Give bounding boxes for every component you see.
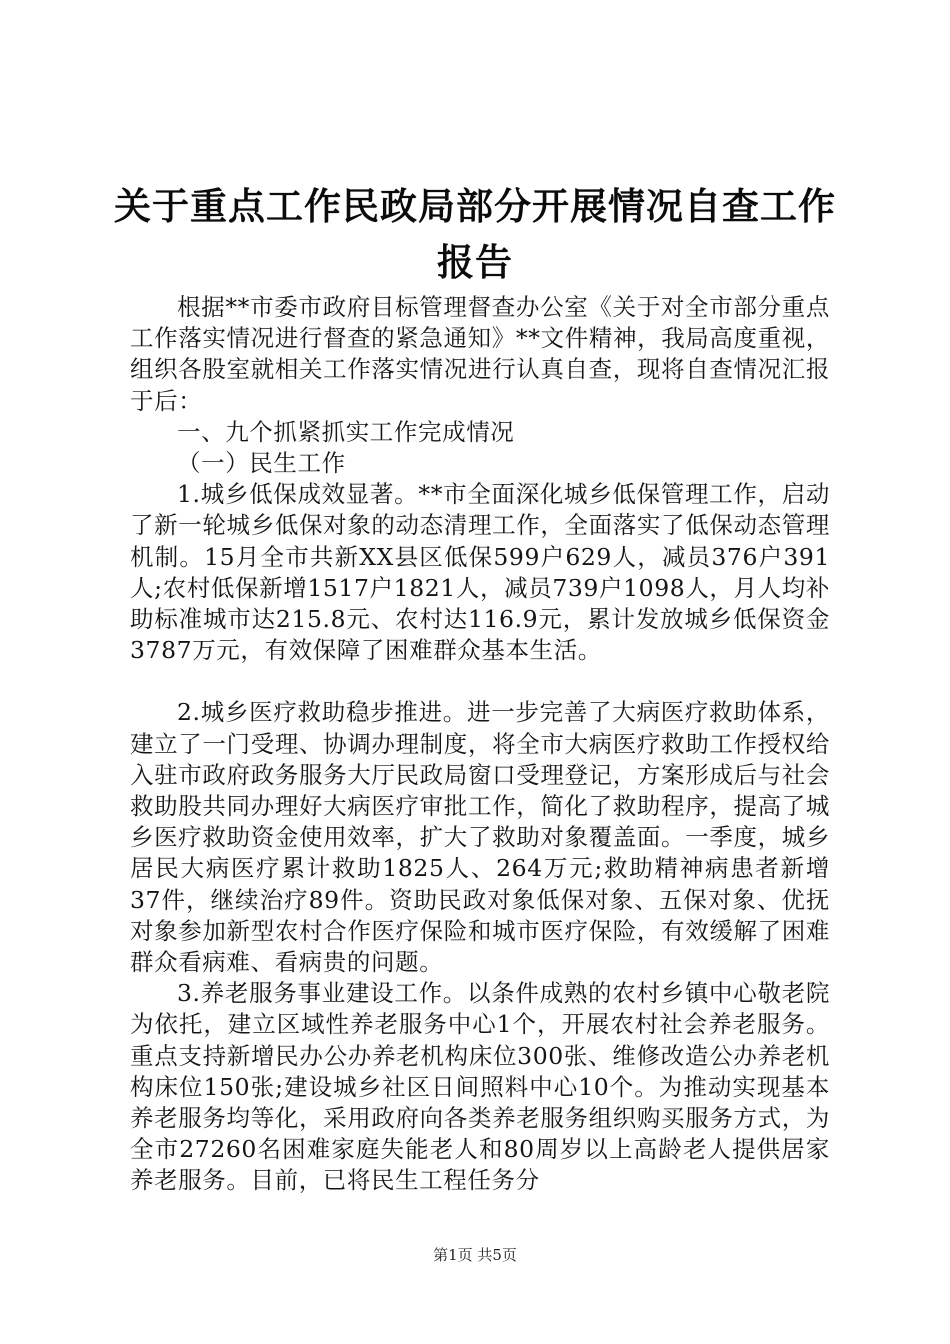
paragraph-intro: 根据**市委市政府目标管理督查办公室《关于对全市部分重点工作落实情况进行督查的紧急通知》**文件精神，我局高度重视，组织各股室就相关工作落实情况进行认真自查，现将自查情况汇报于后： xyxy=(130,293,830,415)
section-heading: 一、九个抓紧抓实工作完成情况 xyxy=(177,417,515,446)
document-title: 关于重点工作民政局部分开展情况自查工作报告 xyxy=(114,184,836,284)
paragraph-item-3: 3.养老服务事业建设工作。以条件成熟的农村乡镇中心敬老院为依托，建立区域性养老服务中心1个，开展农村社会养老服务。重点支持新增民办公办养老机构床位300张、维修改造公办养老机构床位150张;建设城乡社区日间照料中心10个。为推动实现基本养老服务均等化，采用政府向各类养老服务组织购买服务方式，为全市27260名困难家庭失能老人和80周岁以上高龄老人提供居家养老服务。目前，已将民生工程任务分 xyxy=(130,979,830,1195)
subsection-heading: （一）民生工作 xyxy=(177,449,346,478)
page-footer: 第1页 共5页 xyxy=(433,1246,517,1264)
paragraph-item-2: 2.城乡医疗救助稳步推进。进一步完善了大病医疗救助体系，建立了一门受理、协调办理制度，将全市大病医疗救助工作授权给入驻市政府政务服务大厅民政局窗口受理登记，方案形成后与社会救助股共同办理好大病医疗审批工作，简化了救助程序，提高了城乡医疗救助资金使用效率，扩大了救助对象覆盖面。一季度，城乡居民大病医疗累计救助1825人、264万元;救助精神病患者新增37件，继续治疗89件。资助民政对象低保对象、五保对象、优抚对象参加新型农村合作医疗保险和城市医疗保险，有效缓解了困难群众看病难、看病贵的问题。 xyxy=(130,698,830,977)
document-body xyxy=(130,292,830,1197)
paragraph-item-1: 1.城乡低保成效显著。**市全面深化城乡低保管理工作，启动了新一轮城乡低保对象的动态清理工作，全面落实了低保动态管理机制。15月全市共新XX县区低保599户629人，减员376户391人;农村低保新增1517户1821人，减员739户1098人，月人均补助标准城市达215.8元、农村达116.9元，累计发放城乡低保资金3787万元，有效保障了困难群众基本生活。 xyxy=(130,480,830,665)
